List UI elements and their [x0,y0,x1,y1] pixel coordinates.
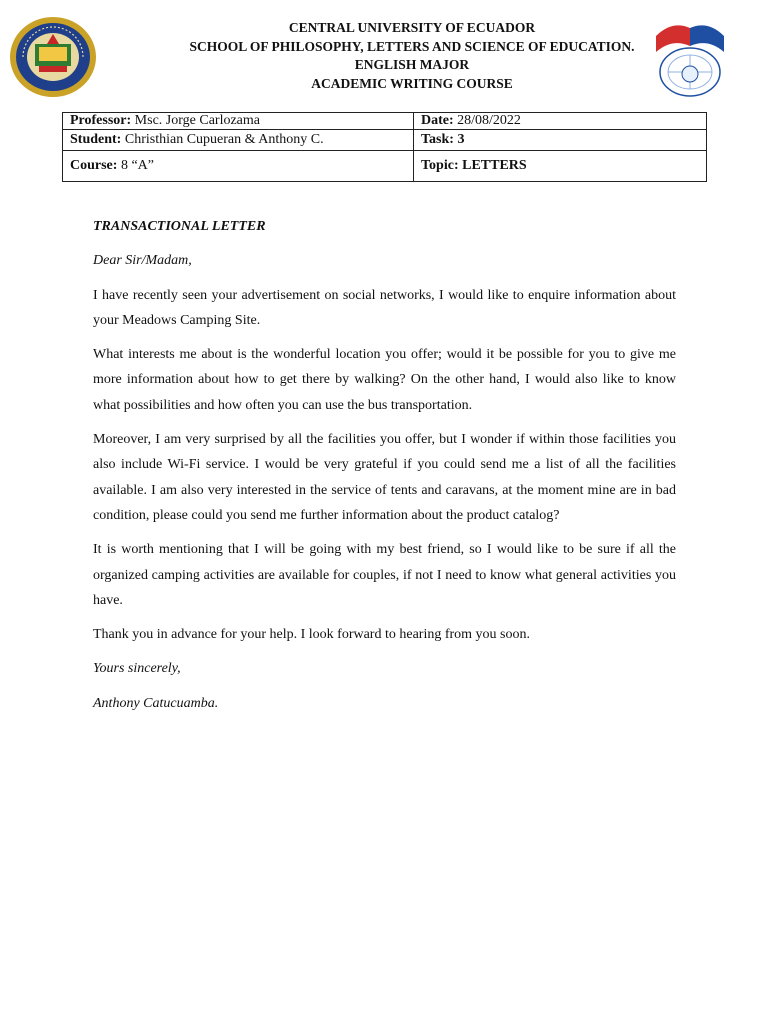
university-seal-logo [9,16,97,98]
letter-paragraph-4: It is worth mentioning that I will be going with my best friend, so I would like to be sure if all the organized camping activities are available for couples, if not I need to know what general activities you have. [93,542,676,608]
course-name: ACADEMIC WRITING COURSE [311,76,513,92]
letter-greeting: Dear Sir/Madam, [93,253,192,269]
table-row [63,113,707,130]
document-header [112,19,712,94]
info-table [62,112,707,182]
school-name: SCHOOL OF PHILOSOPHY, LETTERS AND SCIENCE OF EDUCATION. [189,38,635,54]
date-value: 28/08/2022 [457,113,521,128]
professor-value: Msc. Jorge Carlozama [134,113,260,128]
letter-paragraph-5: Thank you in advance for your help. I look forward to hearing from you soon. [93,627,530,643]
major-name: ENGLISH MAJOR [354,57,470,73]
date-label: Date: [421,113,454,128]
letter-paragraph-1: I have recently seen your advertisement on social networks, I would like to enquire information about your Meadows Camping Site. [93,287,676,328]
letter-body [93,214,676,716]
student-label: Student: [70,132,122,147]
student-cell [63,130,414,151]
university-name: CENTRAL UNIVERSITY OF ECUADOR [288,20,536,35]
letter-closing: Yours sincerely, [93,661,181,677]
topic-value: LETTERS [462,158,527,173]
letter-heading: TRANSACTIONAL LETTER [93,219,266,234]
course-cell [63,151,414,182]
course-label: Course: [70,158,118,173]
letter-paragraph-2: What interests me about is the wonderful location you offer; would it be possible for you to give me more information about how to get there by walking? On the other hand, I would also like to know what possibilities and how often you can use the bus transportation. [93,347,676,413]
professor-cell [63,113,414,130]
task-label: Task: 3 [421,132,465,147]
letter-paragraph-3: Moreover, I am very surprised by all the facilities you offer, but I wonder if within those facilities you also include Wi-Fi service. I would be very grateful if you could send me a list of all the facilities available. I am also very interested in the service of tents and caravans, at the moment mine are in bad condition, please could you send me further information about the product catalog? [93,432,676,523]
task-cell [414,130,707,151]
course-value: 8 “A” [120,158,154,173]
table-row [63,130,707,151]
topic-label: Topic: [421,158,459,173]
date-cell [414,113,707,130]
topic-cell [414,151,707,182]
student-value: Christhian Cupueran & Anthony C. [124,132,324,147]
table-row [63,151,707,182]
professor-label: Professor: [70,113,132,128]
letter-signature: Anthony Catucuamba. [93,695,219,711]
